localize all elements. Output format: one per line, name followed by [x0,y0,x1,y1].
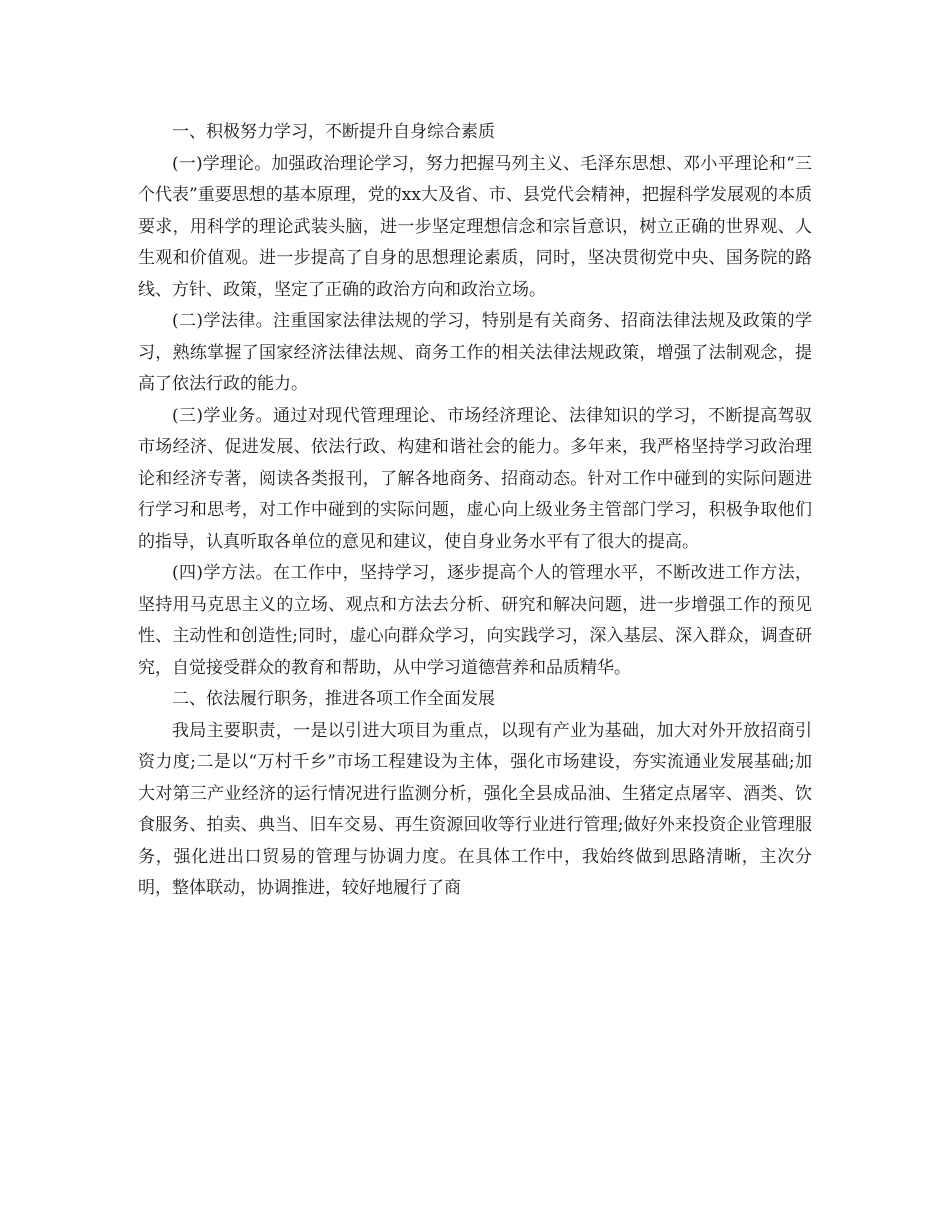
section-heading-1: 一、积极努力学习，不断提升自身综合素质 [172,122,495,142]
paragraph-study-theory: (一)学理论。加强政治理论学习，努力把握马列主义、毛泽东思想、邓小平理论和“三个代表”重要思想的基本原理，党的xx大及省、市、县党代会精神，把握科学发展观的本质要求，用科学的理论武装头脑，进一步坚定理想信念和宗旨意识，树立正确的世界观、人生观和价值观。进一步提高了自身的思想理论素质，同时，坚决贯彻党中央、国务院的路线、方针、政策，坚定了正确的政治方向和政治立场。 [138,153,812,300]
paragraph-study-business: (三)学业务。通过对现代管理理论、市场经济理论、法律知识的学习，不断提高驾驭市场经济、促进发展、依法行政、构建和谐社会的能力。多年来，我严格坚持学习政治理论和经济专著，阅读各类报刊，了解各地商务、招商动态。针对工作中碰到的实际问题进行学习和思考，对工作中碰到的实际问题，虚心向上级业务主管部门学习，积极争取他们的指导，认真听取各单位的意见和建议，使自身业务水平有了很大的提高。 [138,405,812,552]
document-body [138,117,812,905]
section-heading-2: 二、依法履行职务，推进各项工作全面发展 [172,689,495,709]
paragraph-study-law: (二)学法律。注重国家法律法规的学习，特别是有关商务、招商法律法规及政策的学习，熟练掌握了国家经济法律法规、商务工作的相关法律法规政策，增强了法制观念，提高了依法行政的能力。 [138,311,812,394]
paragraph-study-method: (四)学方法。在工作中，坚持学习，逐步提高个人的管理水平，不断改进工作方法，坚持用马克思主义的立场、观点和方法去分析、研究和解决问题，进一步增强工作的预见性、主动性和创造性;同时，虚心向群众学习，向实践学习，深入基层、深入群众，调查研究，自觉接受群众的教育和帮助，从中学习道德营养和品质精华。 [138,563,812,678]
paragraph-duties: 我局主要职责，一是以引进大项目为重点，以现有产业为基础，加大对外开放招商引资力度;二是以“万村千乡”市场工程建设为主体，强化市场建设，夯实流通业发展基础;加大对第三产业经济的运行情况进行监测分析，强化全县成品油、生猪定点屠宰、酒类、饮食服务、拍卖、典当、旧车交易、再生资源回收等行业进行管理;做好外来投资企业管理服务，强化进出口贸易的管理与协调力度。在具体工作中，我始终做到思路清晰，主次分明，整体联动，协调推进，较好地履行了商 [138,720,812,898]
